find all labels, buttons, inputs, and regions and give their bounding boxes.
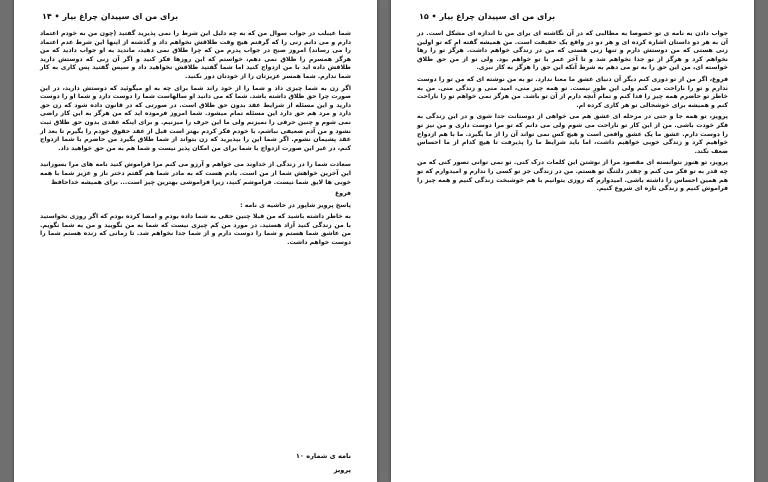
closing-paragraph: سعادت شما را در زندگی از خداوند می خواهم و آرزو می کنم مرا فراموش کنید نامه های مرا بسوزانید این آخرین خواهش شما از من است. یادم هست که به مادر شما هم گفتم دختر ناز و عزیز شما با همه خوبی ها لایق شما نیست. فراموشم کنید، زیرا فراموشی بهترین چیز است... برای همیشه خداحافظ xyxy=(40,161,351,186)
reply-title: پاسخ پرویز شاپور در حاشیه ی نامه : xyxy=(240,201,351,209)
paragraph: پرویز، تو هنوز نتوانسته ای مقصود مرا از نوشتن این کلمات درک کنی. تو نمی توانی تصور کنی که من چه قدر به تو فکر می کنم و چقدر دلتنگ تو هستم. من در زندگی جز تو کسی را ندارم و امیدوارم که تو هم همین احساس را داشته باشی. امیدوارم که روزی بتوانیم با هم خوشبخت زندگی کنیم و همه چیز را فراموش کنیم و زندگی تازه ای شروع کنیم. xyxy=(417,159,728,193)
paragraph: اگر زن به شما چیزی داد و شما را از خود راند شما برای چه به او میگوئید که دوستش دارید، در این صورت چرا حق طلاق داشته باشد. شما که می دانید او سالهاست شما را دوست دارد و شما او را دوست دارید و این مسئله از شرایط عقد بدون حق طلاق است. در صورتی که در قانون داده شود که زن حق دارد و مرد هم حق دارد این مسئله تمام میشود. شما امروز فرموده اید که من هرگز به این کار راضی نمی شوم و چنین حرفی را نمیزنم ولی ما این حرف را میزنیم. و برای اینکه عقدی بدون حق طلاق ثبت نشود و من آدم ضعیفی نباشم، با خودم فکر کردم بهتر است قبل از عقد حقوق خودم را بگیرم تا بعد از عقد پشیمان نشوم. اگر شما این را بپذیرید که زن بتواند از شما طلاق بگیرد من حاضرم با شما ازدواج کنم، در غیر این صورت ازدواج با شما برای من امکان پذیر نیست و شما هم به من حق خواهید داد. xyxy=(40,84,351,152)
left-page xyxy=(14,0,377,482)
paragraph: شما عیبلب در جواب سوال من که به چه دلیل این شرط را نمی پذیرید گفتید (چون من به خودم اعتماد دارم و می دانم زنی را که گرفتم هیچ وقت طلاقش نخواهم داد و گذشته از اینها این شرط عدم اعتماد را می رساند) امروز صبح در جواب پدرم من که چرا طلاق نمی دهید، ماندید به او جواب دادید که من هرگز همسرم را طلاق نمی دهم، خواستم که این روزها فکر کنید و اگر آن زنی که دوستش دارید طلاقش داده اید با من ازدواج کنید اما شما گفتید طلاقش نخواهید داد و سپس گفتید پس کاری به کار شما ندارم. شما همسر عزیزتان را از خودتان دور نکنید. xyxy=(40,30,351,80)
letter-number: نامه ی شماره ۱۰ xyxy=(295,452,351,460)
signature: پرویز xyxy=(333,466,351,474)
paragraph: پرویز، تو همه جا و حتی در مرحله ای عشق هم می خواهی از دوستانت جدا شوی و در این زندگی به فکر خودت باشی. من از این کار تو ناراحت می شوم ولی می دانم که تو مرا دوست داری و من نیز تو را دوست دارم. عشق ما یک عشق واقعی است و هیچ کس نمی تواند آن را از ما بگیرد. ما با هم ازدواج خواهیم کرد و زندگی خوبی خواهیم داشت، اما باید شرایط ما را پذیرفت تا هیچ کدام از ما احساس ضعف نکند. xyxy=(417,113,728,155)
right-page xyxy=(391,0,754,482)
page-body xyxy=(417,30,728,197)
paragraph: فروغ، اگر من از تو دوری کنم دیگر آن دنیای عشق ما معنا ندارد. تو به من نوشته ای که من تو را دوست ندارم و تو را ناراحت می کنم ولی این طور نیست. تو همه چیز منی، امید منی و زندگی منی. من به خاطر تو حاضرم همه چیز را فدا کنم و تمام آنچه دارم از آن تو باشد. من هرگز نمی خواهم تو را ناراحت کنم و همیشه برای خوشحالی تو هر کاری کرده ام. xyxy=(417,75,728,109)
page-header: ۱۴ • برای من ای سپیدان چراغ بیار xyxy=(42,12,179,21)
page-body xyxy=(40,30,351,251)
page-header: ۱۵ • برای من ای سپیدان چراغ بیار xyxy=(419,12,556,21)
sender-name: فروغ xyxy=(335,190,351,198)
reply-text: به خاطر داشته باشید که من قبلا چنین حقی به شما داده بودم و امضا کرده بودم که اگر روزی نخواستید با من زندگی کنید آزاد هستید. در مورد من کم چیزی نیست که شما به من نگویید و من به شما نگویم. من عاشق شما هستم و شما را دوست دارم و از شما جدا نخواهم شد. تا زمانی که زنده هستم شما را دوست خواهم داشت. xyxy=(40,213,351,247)
paragraph: جواب دادن به نامه ی تو خصوصا به مطالبی که در آن نگاشته ای برای من نا اندازه ای مشکل است. در آن به هر دو داستان اشاره کرده ای و هر دو در واقع یک حقیقت است. من همیشه گفته ام که تو اولین زنی هستی که من دوستش دارم و تنها زنی هستی که من در زندگی خواهم داشت. هرگز تو را رها نخواهم کرد و هرگز از تو جدا نخواهم شد و تا آخر عمر با تو خواهم بود. ولی تو از من حق طلاق خواسته ای، من این حق را به تو می دهم به شرط آنکه این حق را هرگز به کار نبری. xyxy=(417,30,728,72)
